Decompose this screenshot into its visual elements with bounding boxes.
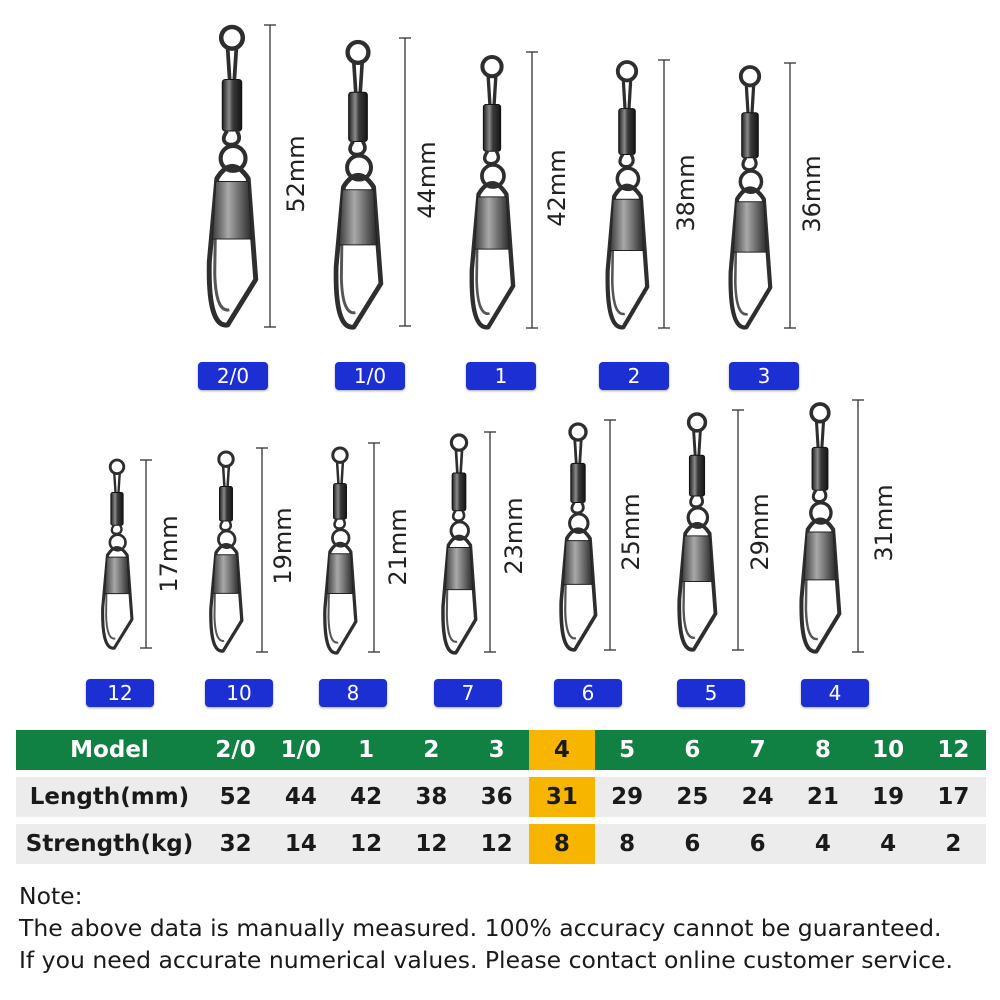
model-cell: 10 [856,730,921,770]
snap-sleeve [682,536,712,582]
swivel-barrel [619,109,636,155]
strength-cell: 2 [921,824,986,864]
swivel-lower-eye [572,503,583,513]
swivel-neck [337,462,338,485]
swivel-lower-eye [350,142,365,155]
strength-cell: 4 [856,824,921,864]
swivel-snap-6 [561,420,616,650]
dimension-line [732,410,744,650]
length-label-2: 38mm [672,154,700,232]
snap-sleeve [213,181,252,239]
swivel-neck [114,474,115,495]
swivel-barrel [111,493,123,526]
swivel-top-eye [221,27,243,49]
strength-cell: 6 [660,824,725,864]
swivel-neck [629,80,631,111]
swivel-neck [699,431,701,458]
swivel-neck [575,440,577,466]
strength-cell: 12 [334,824,399,864]
swivel-lower-eye [485,151,499,163]
swivel-barrel [222,80,241,132]
swivel-barrel [812,447,828,490]
length-label-2-0: 52mm [282,135,310,213]
model-cell: 7 [725,730,790,770]
snap-sleeve [804,532,836,580]
strength-cell: 6 [725,824,790,864]
length-cell: 24 [725,777,790,817]
swivel-top-eye [811,404,829,422]
swivel-neck [752,85,754,115]
swivel-neck [360,63,362,95]
dimension-line [852,400,864,652]
model-header: Model [16,730,203,770]
length-cell-highlighted: 31 [529,777,594,817]
model-cell: 8 [790,730,855,770]
dimension-line [526,52,538,328]
strength-cell: 12 [399,824,464,864]
length-cell: 19 [856,777,921,817]
length-label-1-0: 44mm [413,141,441,219]
swivel-neck [488,76,490,107]
swivel-neck [456,450,458,475]
swivel-neck [822,422,824,450]
length-cell: 44 [268,777,333,817]
length-label-1: 42mm [543,149,571,227]
length-label-5: 29mm [746,493,774,571]
length-cell: 36 [464,777,529,817]
length-cell: 21 [790,777,855,817]
snap-sleeve [733,202,766,252]
size-badge-2: 2 [599,362,669,390]
length-label-6: 25mm [617,493,645,571]
snap-sleeve [327,554,353,594]
swivel-snap-2 [608,60,670,328]
length-label-8: 21mm [384,508,412,586]
snap-sleeve [475,197,510,249]
model-cell-highlighted: 4 [529,730,594,770]
strength-cell: 12 [464,824,529,864]
swivel-snap-10 [211,448,268,652]
swivel-neck [580,440,582,466]
swivel-neck [746,85,748,115]
swivel-snap-2-0 [209,25,276,327]
strength-header: Strength(kg) [16,824,203,864]
swivel-barrel [334,484,347,520]
size-badge-1: 1 [466,362,536,390]
swivel-barrel [483,105,500,152]
swivel-snap-3 [731,63,796,328]
snap-sleeve [564,541,593,585]
length-cell: 17 [921,777,986,817]
length-label-7: 23mm [500,497,528,575]
swivel-lower-eye [743,158,756,170]
swivel-lower-eye [691,496,703,507]
swivel-neck [223,466,224,488]
swivel-snap-4 [801,400,864,652]
dimension-line [784,63,796,328]
swivel-lower-eye [620,155,633,167]
swivel-top-eye [618,62,636,80]
strength-cell: 14 [268,824,333,864]
swivel-top-eye [333,448,347,462]
swivel-lower-eye [112,525,122,534]
swivel-snap-8 [325,443,380,653]
strength-cell: 4 [790,824,855,864]
length-cell: 52 [203,777,268,817]
swivel-snap-12 [103,460,152,648]
note-line-2: If you need accurate numerical values. Please contact online customer service. [19,946,953,974]
swivel-top-eye [741,67,759,85]
length-label-3: 36mm [798,155,826,233]
swivel-top-eye [570,424,586,440]
length-cell: 25 [660,777,725,817]
model-cell: 3 [464,730,529,770]
swivel-neck [461,450,463,475]
model-cell: 2/0 [203,730,268,770]
swivel-snap-7 [443,432,496,653]
swivel-neck [341,462,342,485]
dimension-line [399,38,411,326]
swivel-neck [227,466,228,488]
model-row [16,730,986,770]
swivel-lower-eye [221,521,231,530]
model-cell: 6 [660,730,725,770]
dimension-line [140,460,152,648]
swivel-neck [694,431,696,458]
swivel-barrel [452,473,466,511]
size-badge-10: 10 [205,679,273,707]
swivel-neck [354,63,356,95]
swivel-lower-eye [335,519,345,528]
swivel-barrel [220,487,233,522]
swivel-lower-eye [224,131,239,145]
model-cell: 1 [334,730,399,770]
dimension-line [604,420,616,650]
swivel-barrel [689,455,704,496]
dimension-line [484,432,496,652]
size-badge-5: 5 [677,679,745,707]
swivel-barrel [349,92,368,141]
strength-cell: 32 [203,824,268,864]
strength-cell: 8 [595,824,660,864]
swivel-lower-eye [813,490,826,501]
length-label-12: 17mm [155,515,183,593]
note [19,880,953,976]
swivel-top-eye [219,452,233,466]
dimension-line [658,60,670,328]
swivel-neck [234,49,236,83]
model-cell: 5 [595,730,660,770]
swivel-neck [494,76,496,107]
dimension-line [256,448,268,652]
strength-row [16,824,986,864]
length-cell: 29 [595,777,660,817]
model-cell: 2 [399,730,464,770]
dimension-line [264,25,276,327]
swivel-snap-1 [472,52,538,328]
size-badge-12: 12 [86,679,154,707]
swivel-neck [118,474,119,495]
size-badge-4: 4 [801,679,869,707]
swivel-neck [816,422,818,450]
swivel-lower-eye [453,511,464,521]
swivel-snap-1-0 [336,38,411,327]
swivel-top-eye [348,42,369,63]
snap-sleeve [339,190,376,245]
snap-sleeve [445,547,472,589]
swivel-barrel [742,113,759,158]
swivel-top-eye [110,460,124,474]
snap-sleeve [610,199,643,250]
snap-sleeve [105,557,129,593]
length-row [16,777,986,817]
swivel-snap-5 [679,410,744,650]
length-label-10: 19mm [269,507,297,585]
snap-sleeve [213,555,239,594]
swivel-top-eye [451,435,466,450]
model-cell: 1/0 [268,730,333,770]
swivel-barrel [571,463,585,502]
size-badge-1-0: 1/0 [335,362,405,390]
model-cell: 12 [921,730,986,770]
length-cell: 42 [334,777,399,817]
swivel-top-eye [689,414,706,431]
length-cell: 38 [399,777,464,817]
swivel-neck [623,80,625,111]
spec-table [16,730,986,864]
size-badge-8: 8 [319,679,387,707]
swivel-neck [228,49,230,83]
size-badge-7: 7 [434,679,502,707]
size-badge-3: 3 [729,362,799,390]
note-line-1: The above data is manually measured. 100% accuracy cannot be guaranteed. [19,914,942,942]
size-badge-2-0: 2/0 [198,362,268,390]
note-title: Note: [19,882,83,910]
strength-cell-highlighted: 8 [529,824,594,864]
length-label-4: 31mm [870,484,898,562]
length-header: Length(mm) [16,777,203,817]
swivel-top-eye [482,57,501,76]
size-badge-6: 6 [554,679,622,707]
dimension-line [368,443,380,652]
